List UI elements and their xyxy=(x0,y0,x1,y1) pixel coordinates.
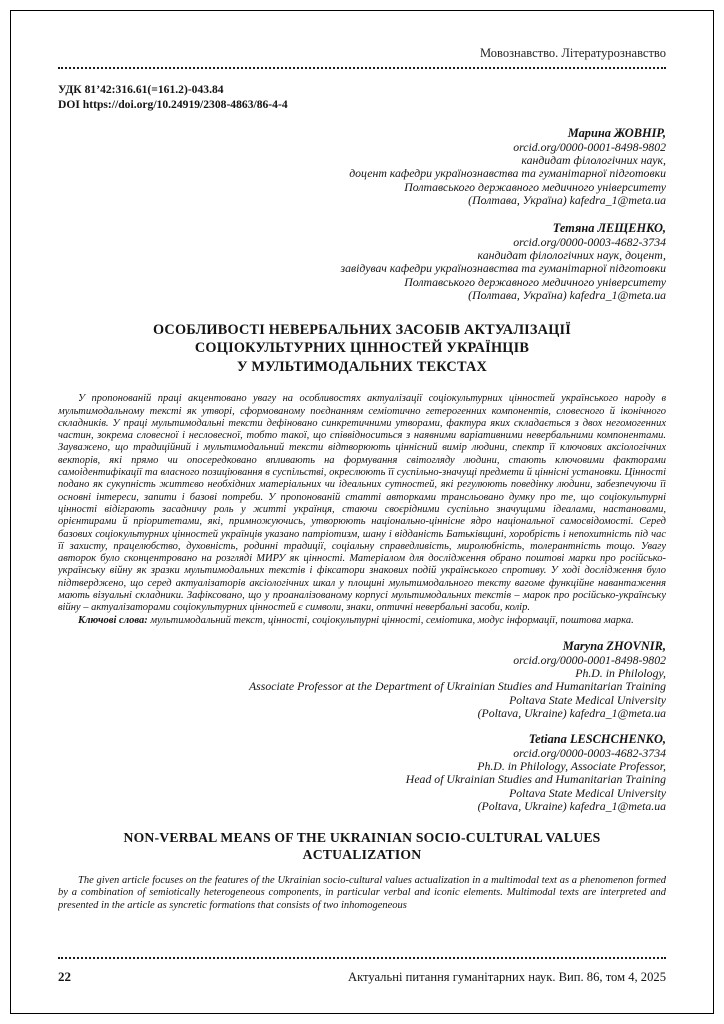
title-line: У МУЛЬТИМОДАЛЬНИХ ТЕКСТАХ xyxy=(236,358,488,375)
author-contact: (Poltava, Ukraine) kafedra_1@meta.ua xyxy=(477,705,666,720)
article-title-en xyxy=(58,829,666,863)
title-line: СОЦІОКУЛЬТУРНИХ ЦІННОСТЕЙ УКРАЇНЦІВ xyxy=(194,340,530,357)
page-content xyxy=(58,45,666,953)
author-block xyxy=(58,221,666,302)
author-name: Марина ЖОВНІР, xyxy=(567,126,666,140)
page-border-frame xyxy=(10,10,714,1014)
authors-uk xyxy=(58,126,666,302)
authors-en xyxy=(58,639,666,813)
author-position: завідувач кафедри українознавства та гуманітарної підготовки xyxy=(340,261,666,276)
doi-line: DOI https://doi.org/10.24919/2308-4863/86-4-4 xyxy=(58,98,288,111)
udc-code: УДК 81’42:316.61(=161.2)-043.84 xyxy=(58,83,224,96)
author-orcid: orcid.org/0000-0001-8498-9802 xyxy=(513,652,666,667)
keywords-text: мультимодальний текст, цінності, соціокультурні цінності, семіотика, модус інформації, поштова марка. xyxy=(147,614,634,626)
author-university: Полтавського державного медичного університету xyxy=(404,274,666,289)
journal-reference: Актуальні питання гуманітарних наук. Вип. 86, том 4, 2025 xyxy=(347,970,666,984)
page-number: 22 xyxy=(58,969,71,984)
author-position: доцент кафедри українознавства та гуманітарної підготовки xyxy=(349,166,666,181)
author-position: Associate Professor at the Department of Ukrainian Studies and Humanitarian Training xyxy=(248,679,666,694)
author-position: Head of Ukrainian Studies and Humanitarian Training xyxy=(405,772,666,787)
author-university: Poltava State Medical University xyxy=(509,785,666,800)
author-name: Тетяна ЛЕЩЕНКО, xyxy=(552,221,666,236)
author-contact: (Poltava, Ukraine) kafedra_1@meta.ua xyxy=(477,798,666,813)
title-line: ОСОБЛИВОСТІ НЕВЕРБАЛЬНИХ ЗАСОБІВ АКТУАЛІЗАЦІЇ xyxy=(152,322,572,339)
author-degree: кандидат філологічних наук, xyxy=(521,153,666,168)
keywords-label: Ключові слова: xyxy=(78,614,148,626)
author-contact: (Полтава, Україна) kafedra_1@meta.ua xyxy=(468,192,666,207)
abstract-en xyxy=(58,875,666,912)
author-orcid: orcid.org/0000-0003-4682-3734 xyxy=(513,745,666,760)
footer-divider xyxy=(58,957,666,959)
author-name: Tetiana LESCHCHENKO, xyxy=(528,731,666,746)
author-name: Maryna ZHOVNIR, xyxy=(562,638,666,653)
author-orcid: orcid.org/0000-0003-4682-3734 xyxy=(513,235,666,250)
author-university: Poltava State Medical University xyxy=(509,692,666,707)
author-university: Полтавського державного медичного університету xyxy=(404,179,666,194)
article-meta xyxy=(58,82,666,112)
author-contact: (Полтава, Україна) kafedra_1@meta.ua xyxy=(468,287,666,302)
abstract-uk xyxy=(58,393,666,627)
section-heading: Мовознавство. Літературознавство xyxy=(479,46,666,60)
author-orcid: orcid.org/0000-0001-8498-9802 xyxy=(513,140,666,154)
article-title-uk xyxy=(58,321,666,376)
author-degree: Ph.D. in Philology, xyxy=(575,666,666,681)
author-block xyxy=(58,732,666,813)
author-block xyxy=(58,639,666,720)
abstract-en-text: The given article focuses on the features of the Ukrainian socio-cultural values actualization in a multimodal text as a phenomenon formed by a combination of semiotically heterogeneous components, in particular verbal and iconic elements. Multimodal texts are interpreted and presented in the article as syncretic formations that consists of two inhomogeneous xyxy=(58,874,666,911)
abstract-uk-text: У пропонованій праці акцентовано увагу на особливостях актуалізації соціокультурних цінностей українського народу в мультимодальному тексті як утворі, сформованому поєднанням семіотично гетерогенних компонентів, словесного й іконічного складників. У праці мультимодальні тексти дефіновано синкретичними утворами, фактура яких складається з двох негомогенних частин, зокрема словесної і несловесної, тобто такої, що співвідноситься з наявними варіативними невербальними компонентами. Зауважено, що традиційний і мультимодальний тексти відтворюють ціннісний вимір людини, спектр її ключових аксіологічних векторів, які прямо чи опосередковано впливають на формування світогляду людини, стають ключовими факторами самоідентифікації та власного позиціювання в суспільстві, окреслюють її суспільно-значущі предмети й ціннісні установки. Цінності подано як сукупність життєво необхідних матеріальних чи ідеальних сутностей, які регулюють поведінку людини, забезпечуючи її основні інтереси, запити і базові потреби. У пропонованій статті авторками трансльовано думку про те, що соціокультурні цінності відіграють засадничу роль у житті українця, стаючи своєрідними суспільно значущими ідеалами, настановами, орієнтирами й пріоритетами, які, примножуючись, утворюють національно-ціннісне ядро національної самосвідомості. Серед базових соціокультурних цінностей українців указано патріотизм, шану і відданість Батьківщині, хоробрість і непохитність під час її захисту, працелюбство, духовність, родинні традиції, соціальну справедливість, миролюбність, толерантність тощо. Увагу авторок було сконцентровано на розгляді МИРУ як цінності. Матеріалом для дослідження обрано поштові марки про російсько-українську війну як зразки мультимодальних текстів і фіксатори знакових подій українського спротиву. У ході дослідження було підтверджено, що серед актуалізаторів аксіологічних шкал у площині мультимодального тексту вагоме функційне навантаження мають візуальні складники. Зафіксовано, що у проаналізованому корпусі мультимодальних текстів – марок про російсько-українську війну – актуалізаторами соціокультурних цінностей є символи, знаки, оптичні невербальні засоби, колір. xyxy=(58,393,666,614)
keywords-uk xyxy=(58,615,666,627)
author-block xyxy=(58,126,666,207)
author-degree: Ph.D. in Philology, Associate Professor, xyxy=(477,759,666,774)
title-line: NON-VERBAL MEANS OF THE UKRAINIAN SOCIO-CULTURAL VALUES xyxy=(123,829,601,845)
author-degree: кандидат філологічних наук, доцент, xyxy=(477,248,666,263)
header-divider xyxy=(58,67,666,69)
page-footer xyxy=(58,969,666,985)
title-line: ACTUALIZATION xyxy=(302,846,422,862)
